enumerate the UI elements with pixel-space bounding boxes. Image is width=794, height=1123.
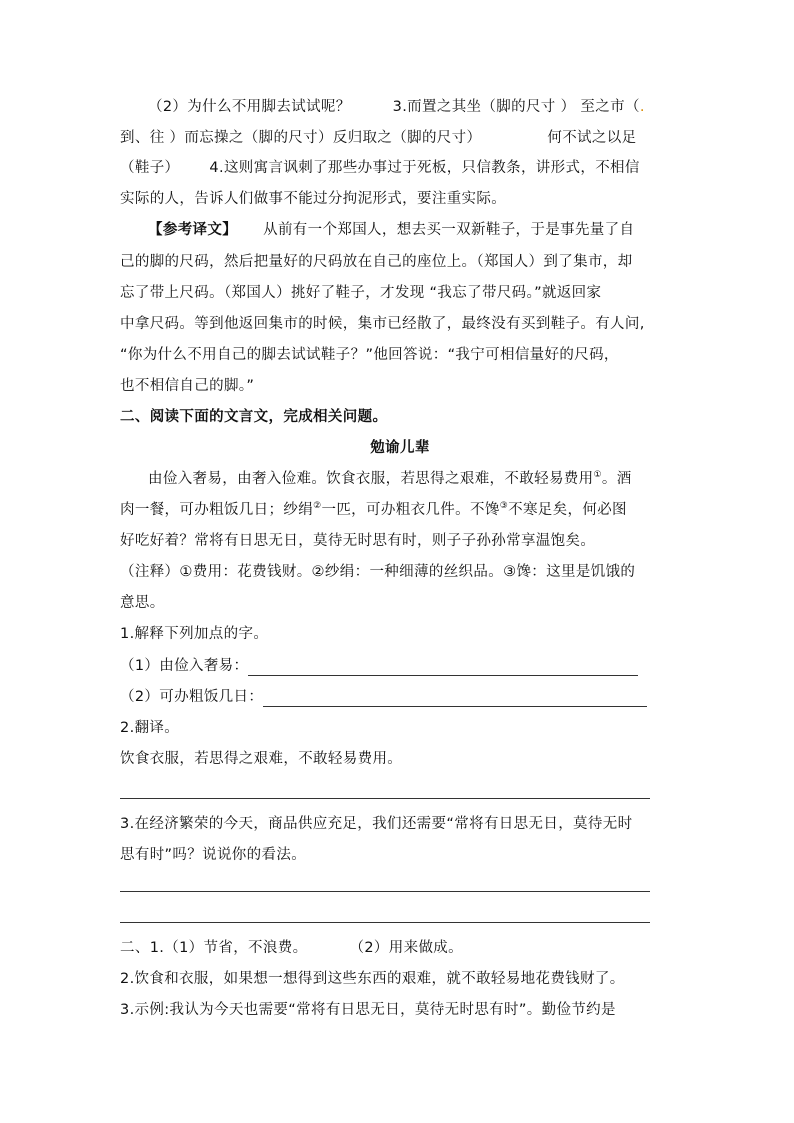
question-1: 1.解释下列加点的字。 [120, 626, 269, 642]
footnote-marker-1: ① [593, 470, 602, 481]
answer-key-1-2: （2）用来做成。 [349, 940, 463, 956]
answer-blank-1-1[interactable] [248, 661, 638, 676]
notes-text-2: 意思。 [120, 595, 165, 611]
translation-line-6 [120, 376, 680, 397]
answer-blank-1-2[interactable] [263, 692, 647, 707]
translation-text-5: “你为什么不用自己的脚去试试鞋子？”他回答说：“我宁可相信量好的尺码， [120, 347, 619, 363]
translation-line-5 [120, 345, 680, 366]
translation-text-2: 己的脚的尺码，然后把量好的尺码放在自己的座位上。（郑国人）到了集市，却 [120, 254, 633, 270]
question-2: 2.翻译。 [120, 720, 180, 736]
passage-text-2c: 不寒足矣，何必图 [508, 502, 627, 518]
translation-line-1 [148, 220, 680, 241]
translation-line-2 [120, 252, 680, 273]
passage-text-2a: 肉一餐，可办粗饭几日；纱绢 [120, 502, 314, 518]
notes-line-1 [120, 562, 680, 583]
question-2-text: 饮食衣服，若思得之艰难，不敢轻易费用。 [120, 751, 403, 767]
footnote-marker-2: ② [313, 501, 322, 512]
question-1-2 [120, 687, 680, 708]
passage-text-1a: 由俭入奢易，由奢入俭难。饮食衣服，若思得之艰难，不敢轻易费用 [148, 471, 594, 487]
passage-text-3: 好吃好着？常将有日思无日，莫待无时思有时，则子子孙孙常享温饱矣。 [120, 533, 596, 549]
answer-blank-2[interactable] [120, 798, 650, 799]
question-1-2-label: （2）可办粗饭几日： [120, 689, 264, 705]
answer-key-line-2: 2.饮食和衣服，如果想一想得到这些东西的艰难，就不敢轻易地花费钱财了。 [120, 971, 625, 987]
translation-text-4: 中拿尺码。等到他返回集市的时候，集市已经散了，最终没有买到鞋子。有人问, [120, 316, 645, 332]
translation-text-6: 也不相信自己的脚。” [120, 378, 255, 394]
notes-text-1: （注释）①费用：花费钱财。②纱绢：一种细薄的丝织品。③馋：这里是饥饿的 [120, 564, 636, 580]
passage-title: 勉谕儿辈 [370, 440, 430, 456]
answer-key-1-1: 二、1.（1）节省，不浪费。 [120, 940, 308, 956]
answer-key-line-3: 3.示例:我认为今天也需要“常将有日思无日，莫待无时思有时”。勤俭节约是 [120, 1002, 616, 1018]
answer-blank-3a[interactable] [120, 891, 650, 892]
answer-key-line-1 [120, 938, 680, 959]
answer-4-text: 4.这则寓言讽刺了那些办事过于死板，只信教条，讲形式，不相信 [209, 160, 640, 176]
answer-blank-3b[interactable] [120, 922, 650, 923]
orange-dot-mark: . [639, 99, 645, 115]
answer-2-text: （2）为什么不用脚去试试呢？ [148, 99, 351, 115]
passage-text-1b: 。酒 [601, 471, 632, 487]
translation-line-3 [120, 283, 680, 304]
answer-line-2 [120, 128, 680, 149]
answer-3-text-d: （鞋子） [120, 160, 180, 176]
translation-label: 【参考译文】 [148, 222, 238, 238]
translation-line-4 [120, 314, 680, 335]
notes-line-2 [120, 593, 680, 614]
answer-3-text-b: 到、往 ）而忘操之（脚的尺寸）反归取之（脚的尺寸） [120, 130, 482, 146]
translation-text-3: 忘了带上尺码。（郑国人）挑好了鞋子，才发现 “我忘了带尺码。”就返回家 [120, 285, 602, 301]
question-1-1 [120, 656, 680, 677]
answer-line-1 [148, 97, 680, 118]
answer-3-text-c: 何不试之以足 [547, 130, 637, 146]
answer-line-3 [120, 158, 680, 179]
section-2-heading: 二、阅读下面的文言文，完成相关问题。 [120, 409, 388, 425]
answer-3-text-a: 3.而置之其坐（脚的尺寸 ） 至之市（ [392, 99, 640, 115]
passage-line-2 [120, 500, 680, 521]
question-3-line-2: 思有时”吗？说说你的看法。 [120, 847, 307, 863]
question-1-1-label: （1）由俭入奢易： [120, 658, 249, 674]
footnote-marker-3: ③ [499, 501, 509, 512]
question-3-line-1: 3.在经济繁荣的今天，商品供应充足，我们还需要“常将有日思无日，莫待无时 [120, 816, 633, 832]
answer-line-4 [120, 189, 680, 210]
passage-line-3 [120, 531, 680, 552]
answer-4-text-cont: 实际的人，告诉人们做事不能过分拘泥形式，要注重实际。 [120, 191, 507, 207]
passage-text-2b: 一匹，可办粗衣几件。不馋 [321, 502, 500, 518]
passage-line-1 [148, 469, 680, 490]
translation-text-1: 从前有一个郑国人，想去买一双新鞋子，于是事先量了自 [263, 222, 635, 238]
